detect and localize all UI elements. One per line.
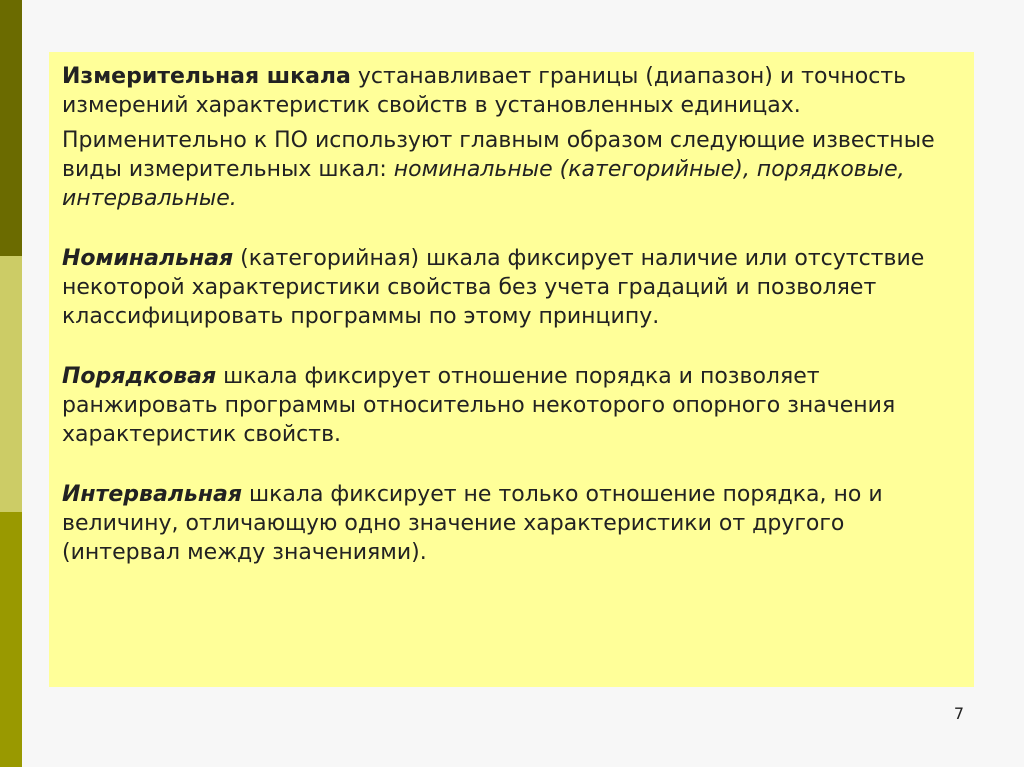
text-scale-types: Применительно к ПО используют главным образом следующие известные виды измерительных шкал: [62,128,935,182]
sidebar-stripe-bottom [0,512,22,767]
content-box [49,52,974,687]
paragraph-interval-scale [62,480,960,567]
text-ordinal: шкала фиксирует отношение порядка и позволяет ранжировать программы относительно некоторого опорного значения характеристик свойств. [62,364,896,447]
paragraph-measurement-scale [62,62,960,120]
text-nominal: (категорийная) шкала фиксирует наличие или отсутствие некоторой характеристики свойства без учета градаций и позволяет классифицировать программы по этому принципу. [62,246,925,329]
sidebar-stripe-top [0,0,22,256]
term-interval: Интервальная [62,482,242,507]
term-nominal: Номинальная [62,246,234,271]
text-interval: шкала фиксирует не только отношение порядка, но и величину, отличающую одно значение характеристики от другого (интервал между значениями). [62,482,883,565]
sidebar-stripe-middle [0,256,22,512]
page-number: 7 [953,704,964,723]
scale-types-list: номинальные (категорийные), порядковые, интервальные. [62,157,905,211]
paragraph-scale-types [62,126,960,213]
text-measurement-scale: устанавливает границы (диапазон) и точность измерений характеристик свойств в установленных единицах. [62,64,907,118]
paragraph-ordinal-scale [62,362,960,449]
paragraph-nominal-scale [62,244,960,331]
term-ordinal: Порядковая [62,364,217,389]
term-measurement-scale: Измерительная шкала [62,64,351,89]
